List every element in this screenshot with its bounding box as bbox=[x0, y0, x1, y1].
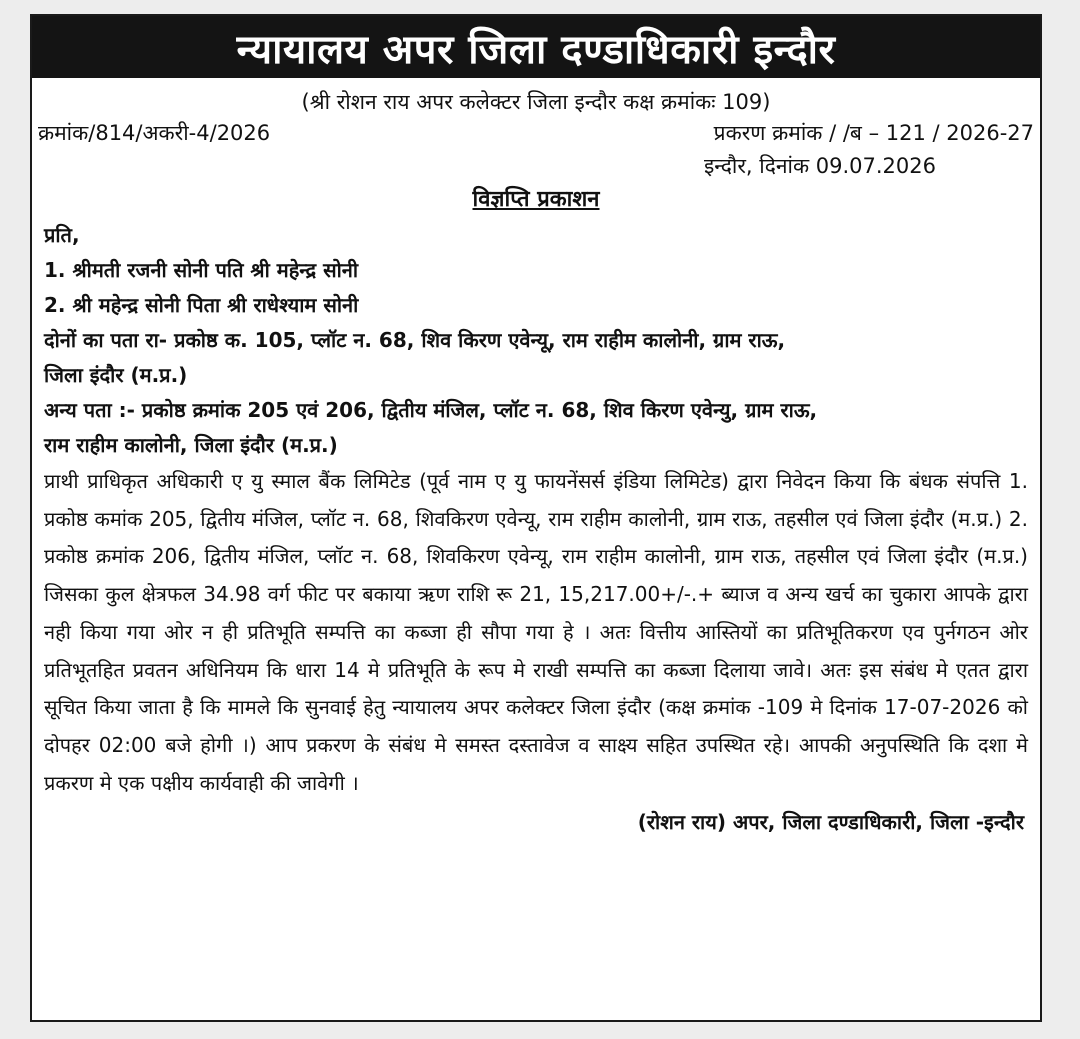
issue-date: इन्दौर, दिनांक 09.07.2026 bbox=[703, 154, 936, 178]
recipients-block bbox=[32, 218, 1040, 463]
court-title: न्यायालय अपर जिला दण्डाधिकारी इन्दौर bbox=[32, 16, 1040, 78]
alt-address-line: अन्य पता :- प्रकोष्ठ क्रमांक 205 एवं 206, द्वितीय मंजिल, प्लॉट न. 68, शिव किरण एवेन्यु, ग्राम राऊ, bbox=[44, 398, 818, 422]
to-label: प्रति, bbox=[44, 223, 80, 247]
case-number: प्रकरण क्रमांक / /ब – 121 / 2026-27 bbox=[713, 121, 1034, 145]
reference-row bbox=[32, 116, 1040, 150]
reference-number: क्रमांक/814/अकरी-4/2026 bbox=[38, 121, 271, 145]
notice-body: प्राथी प्राधिकृत अधिकारी ए यु स्माल बैंक लिमिटेड (पूर्व नाम ए यु फायनेंसर्स इंडिया लिमिटेड) द्वारा निवेदन किया कि बंधक संपत्ति 1. प्रकोष्ठ कमांक 205, द्वितीय मंजिल, प्लॉट न. 68, शिवकिरण एवेन्यू, राम राहीम कालोनी, ग्राम राऊ, तहसील एवं जिला इंदौर (म.प्र.) 2. प्रकोष्ठ क्रमांक 206, द्वितीय मंजिल, प्लॉट न. 68, शिवकिरण एवेन्यू, राम राहीम कालोनी, ग्राम राऊ, तहसील एवं जिला इंदौर (म.प्र.) जिसका कुल क्षेत्रफल 34.98 वर्ग फीट पर बकाया ऋण राशि रू 21, 15,217.00+/-.+ ब्याज व अन्य खर्च का चुकारा आपके द्वारा नही किया गया ओर न ही प्रतिभूति सम्पत्ति का कब्जा ही सौपा गया हे । अतः वित्तीय आस्तियों का प्रतिभूतिकरण एव पुर्नगठन ओर प्रतिभूतहित प्रवतन अधिनियम कि धारा 14 मे प्रतिभूति के रूप मे राखी सम्पत्ति का कब्जा दिलाया जावे। अतः इस संबंध मे एतत द्वारा सूचित किया जाता है कि मामले कि सुनवाई हेतु न्यायालय अपर कलेक्टर जिला इंदौर (कक्ष क्रमांक -109 मे दिनांक 17-07-2026 को दोपहर 02:00 बजे होगी ।) आप प्रकरण के संबंध मे समस्त दस्तावेज व साक्ष्य सहित उपस्थित रहे। आपकी अनुपस्थिति कि दशा मे प्रकरण मे एक पक्षीय कार्यवाही की जावेगी । bbox=[44, 469, 1028, 795]
signature-line: (रोशन राय) अपर, जिला दण्डाधिकारी, जिला -इन्दौर bbox=[637, 810, 1024, 835]
recipient-2: 2. श्री महेन्द्र सोनी पिता श्री राधेश्याम सोनी bbox=[44, 293, 359, 317]
notice-heading: विज्ञप्ति प्रकाशन bbox=[472, 187, 600, 212]
officer-subtitle: (श्री रोशन राय अपर कलेक्टर जिला इन्दौर कक्ष क्रमांकः 109) bbox=[301, 90, 771, 114]
alt-address-line: राम राहीम कालोनी, जिला इंदौर (म.प्र.) bbox=[44, 433, 338, 457]
recipient-1: 1. श्रीमती रजनी सोनी पति श्री महेन्द्र सोनी bbox=[44, 258, 359, 282]
notice-document bbox=[30, 14, 1042, 1022]
address-line: दोनों का पता रा- प्रकोष्ठ क. 105, प्लॉट न. 68, शिव किरण एवेन्यू, राम राहीम कालोनी, ग्राम राऊ, bbox=[44, 328, 786, 352]
address-line: जिला इंदौर (म.प्र.) bbox=[44, 363, 188, 387]
